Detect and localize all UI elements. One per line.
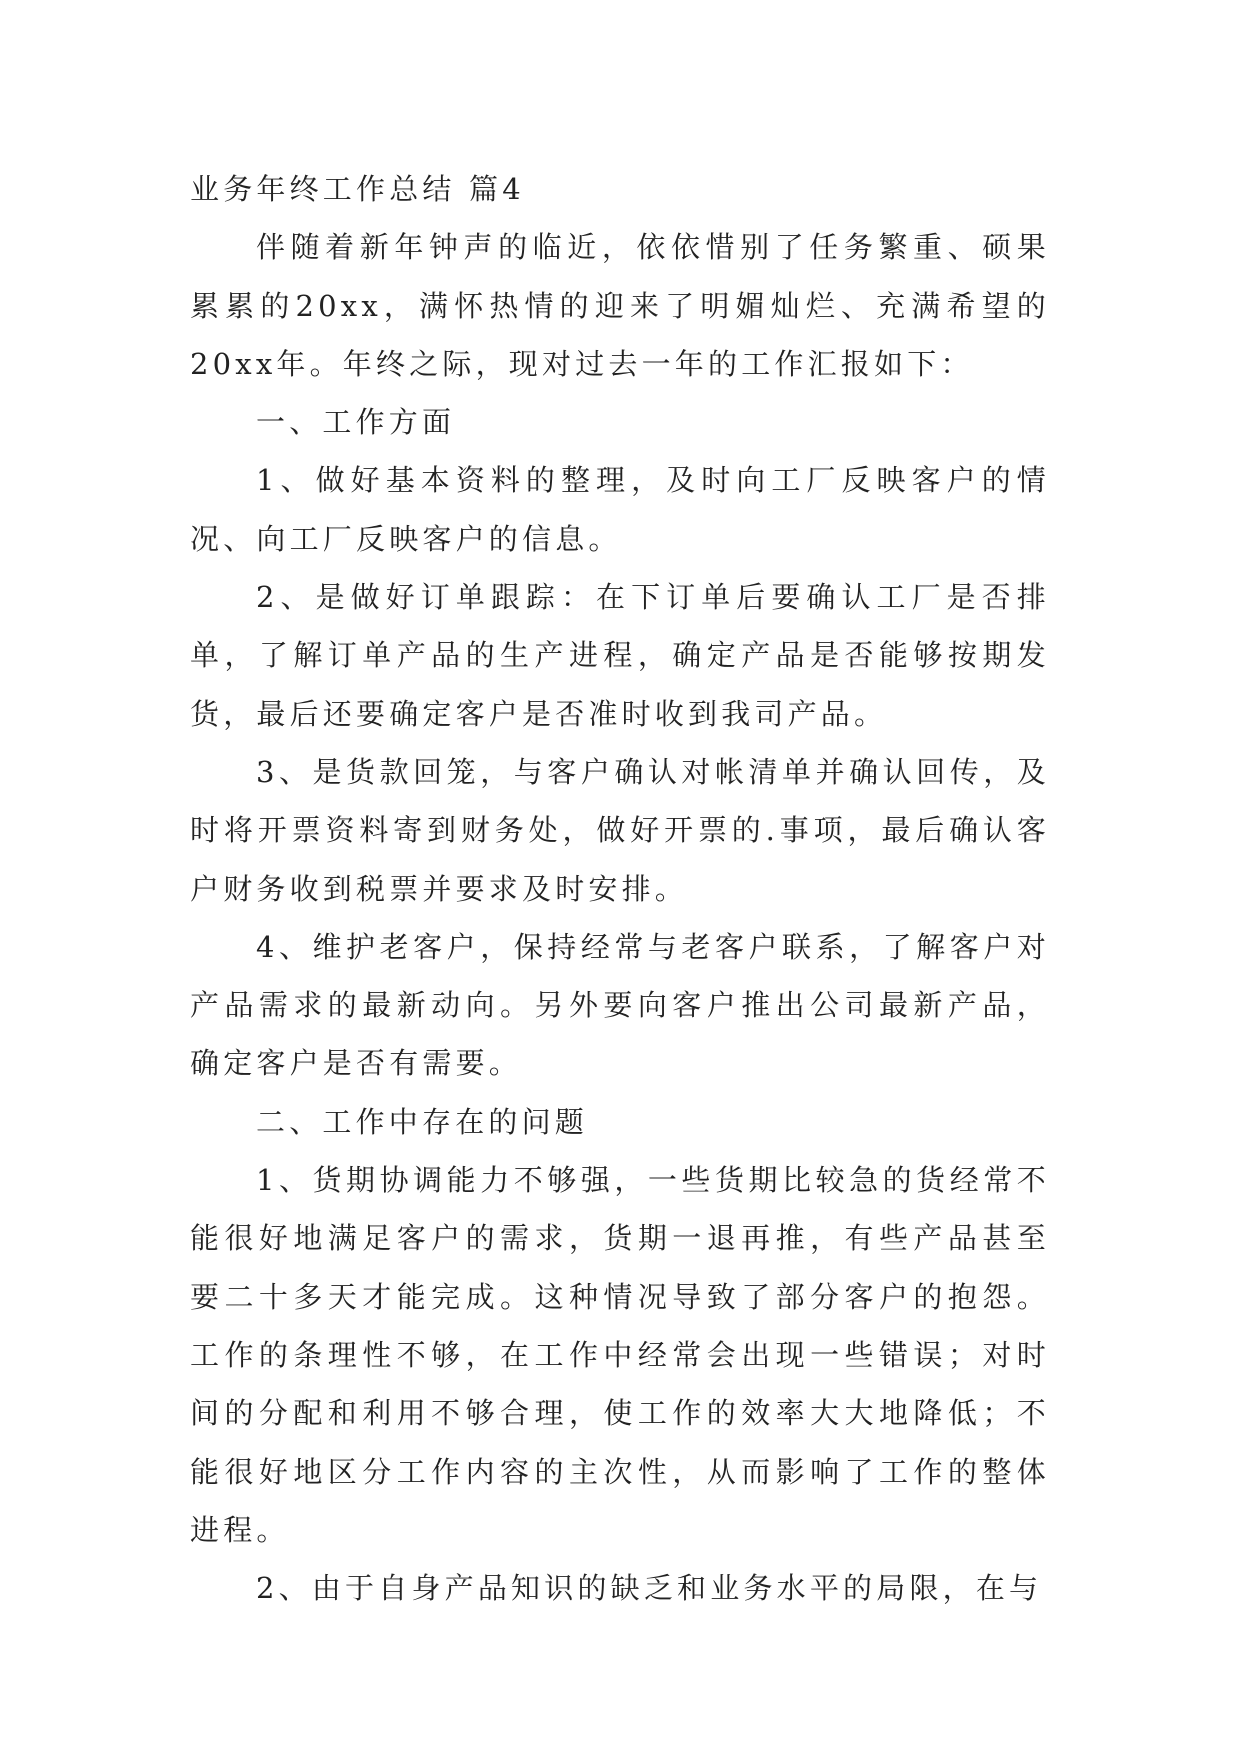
problem-item-1: 1、货期协调能力不够强，一些货期比较急的货经常不能很好地满足客户的需求，货期一退再推，有些产品甚至要二十多天才能完成。这种情况导致了部分客户的抱怨。工作的条理性不够，在工作中经常会出现一些错误；对时间的分配和利用不够合理，使工作的效率大大地降低；不能很好地区分工作内容的主次性，从而影响了工作的整体进程。 — [190, 1163, 1050, 1547]
document-title: 业务年终工作总结 篇4 — [190, 172, 525, 206]
work-item-3: 3、是货款回笼，与客户确认对帐清单并确认回传，及时将开票资料寄到财务处，做好开票的.事项，最后确认客户财务收到税票并要求及时安排。 — [190, 754, 1050, 906]
section-heading-work: 一、工作方面 — [256, 405, 456, 440]
section-heading-problems: 二、工作中存在的问题 — [256, 1104, 589, 1139]
intro-paragraph: 伴随着新年钟声的临近，依依惜别了任务繁重、硕果累累的20xx，满怀热情的迎来了明媚灿烂、充满希望的20xx年。年终之际，现对过去一年的工作汇报如下： — [190, 230, 1050, 381]
work-item-4: 4、维护老客户，保持经常与老客户联系，了解客户对产品需求的最新动向。另外要向客户推出公司最新产品，确定客户是否有需要。 — [190, 929, 1050, 1081]
work-item-1: 1、做好基本资料的整理，及时向工厂反映客户的情况、向工厂反映客户的信息。 — [190, 463, 1050, 556]
problem-item-2: 2、由于自身产品知识的缺乏和业务水平的局限，在与 — [256, 1571, 1043, 1606]
document-body — [190, 160, 1050, 1617]
work-item-2: 2、是做好订单跟踪：在下订单后要确认工厂是否排单，了解订单产品的生产进程，确定产品是否能够按期发货，最后还要确定客户是否准时收到我司产品。 — [190, 580, 1050, 731]
